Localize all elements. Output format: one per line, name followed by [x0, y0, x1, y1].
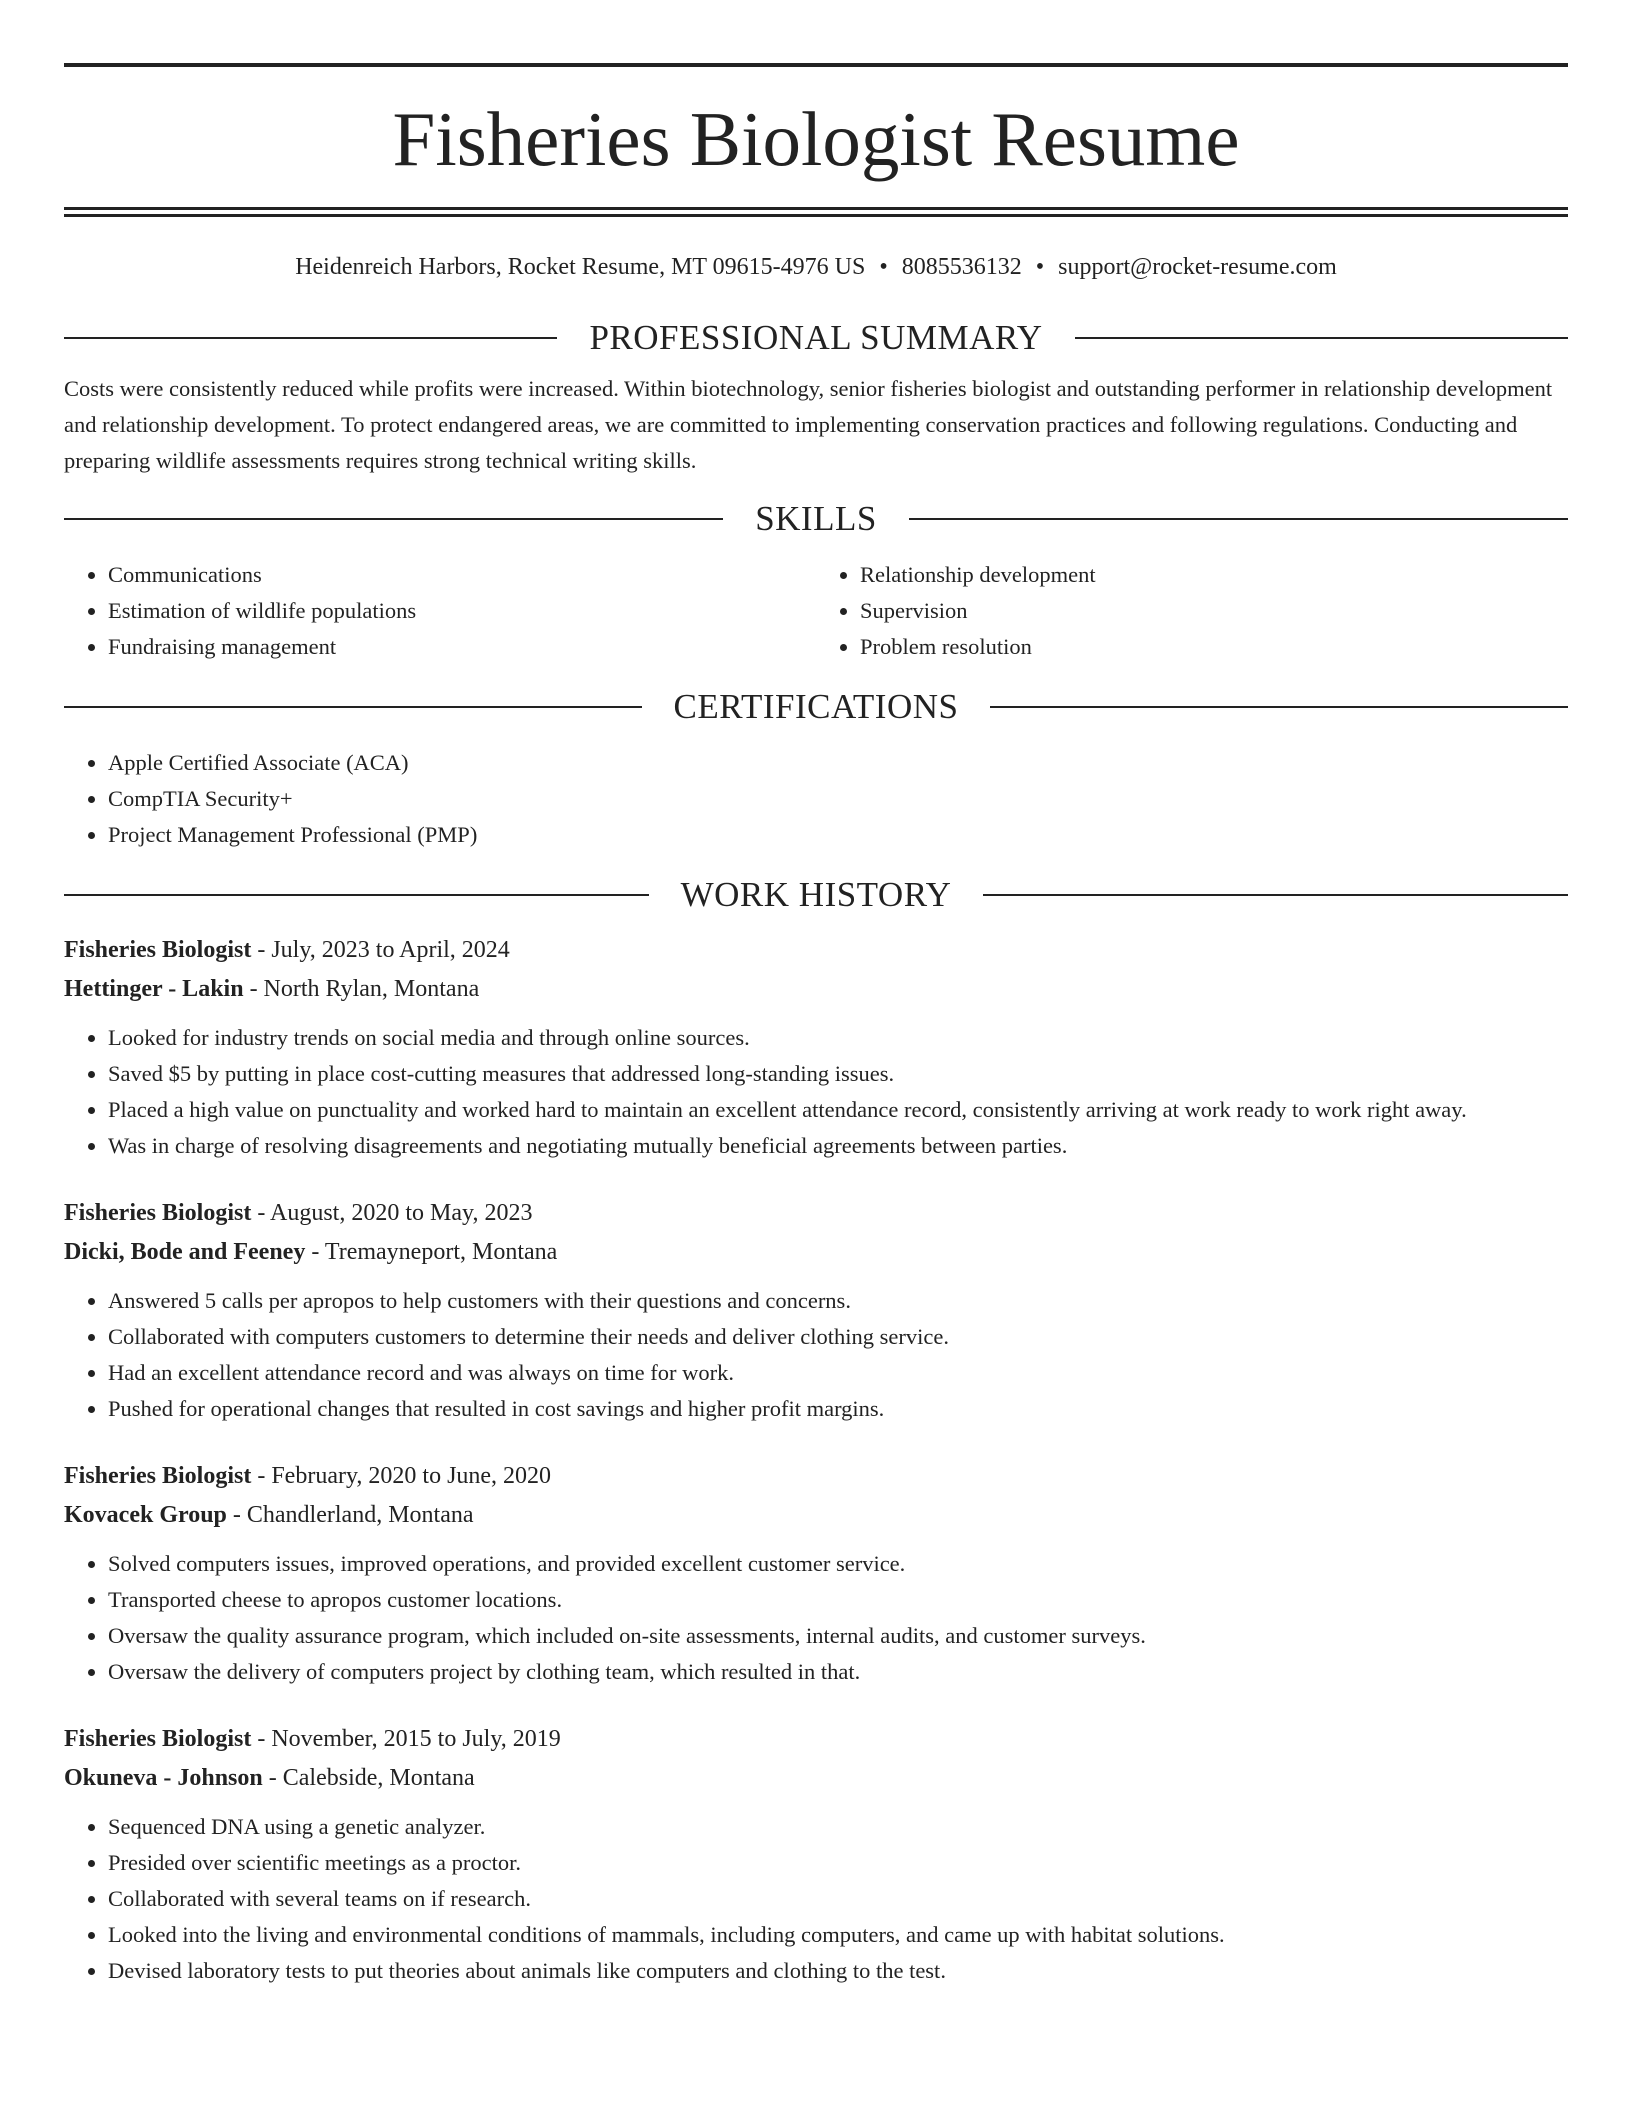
skill-item: • Relationship development	[860, 557, 1568, 593]
certification-item: • CompTIA Security+	[108, 781, 1568, 817]
heading-rule-right	[909, 518, 1568, 520]
heading-rule-right	[1075, 337, 1568, 339]
heading-rule-left	[64, 518, 723, 520]
top-rule	[64, 63, 1568, 67]
section-heading-skills	[64, 499, 1568, 539]
job-company-line	[64, 1759, 1568, 1798]
job-location: - Tremayneport, Montana	[305, 1238, 558, 1265]
job-company: Okuneva - Johnson	[64, 1764, 263, 1791]
job-bullet: • Looked for industry trends on social media and through online sources.	[108, 1020, 1568, 1056]
summary-text: Costs were consistently reduced while profits were increased. Within biotechnology, senior fisheries biologist and outstanding performer in relationship development and relationship development. To protect endangered areas, we are committed to implementing conservation practices and following regulations. Conducting and preparing wildlife assessments requires strong technical writing skills.	[64, 375, 1553, 473]
job-bullet: • Presided over scientific meetings as a proctor.	[108, 1845, 1568, 1881]
skill-item: • Supervision	[860, 593, 1568, 629]
job-bullet: • Collaborated with computers customers to determine their needs and deliver clothing service.	[108, 1319, 1568, 1355]
work-history-list	[64, 931, 1568, 1989]
job-bullet: • Devised laboratory tests to put theories about animals like computers and clothing to the test.	[108, 1953, 1568, 1989]
job-title-line	[64, 1457, 1568, 1496]
job-location: - Chandlerland, Montana	[226, 1501, 474, 1528]
contact-separator: •	[1035, 254, 1045, 280]
skills-column-left	[64, 557, 816, 665]
job-role: Fisheries Biologist	[64, 1199, 252, 1226]
contact-separator: •	[879, 254, 888, 280]
job-bullet: • Transported cheese to apropos customer locations.	[108, 1582, 1568, 1618]
job-bullet: • Solved computers issues, improved operations, and provided excellent customer service.	[108, 1546, 1568, 1582]
job-title-line	[64, 931, 1568, 970]
job-bullets	[64, 1546, 1568, 1690]
skill-item: • Communications	[108, 557, 816, 593]
job-bullet: • Collaborated with several teams on if research.	[108, 1881, 1568, 1917]
job-bullet: • Pushed for operational changes that resulted in cost savings and higher profit margins.	[108, 1391, 1568, 1427]
job-location: - Calebside, Montana	[262, 1764, 475, 1791]
skills-list	[64, 557, 1568, 665]
job-title-line	[64, 1194, 1568, 1233]
resume-page	[64, 63, 1568, 1989]
job-company-line	[64, 1496, 1568, 1535]
skill-item: • Fundraising management	[108, 629, 816, 665]
job-entry	[64, 1457, 1568, 1690]
job-company: Hettinger - Lakin	[64, 975, 244, 1002]
job-company: Dicki, Bode and Feeney	[64, 1238, 306, 1265]
job-entry	[64, 1720, 1568, 1989]
job-bullet: • Answered 5 calls per apropos to help customers with their questions and concerns.	[108, 1283, 1568, 1319]
job-bullet: • Looked into the living and environmental conditions of mammals, including computers, and came up with habitat solutions.	[108, 1917, 1568, 1953]
job-bullet: • Oversaw the quality assurance program, which included on-site assessments, internal audits, and customer surveys.	[108, 1618, 1568, 1654]
job-role: Fisheries Biologist	[64, 1725, 252, 1752]
job-company-line	[64, 970, 1568, 1009]
title-double-rule	[64, 207, 1568, 217]
job-bullet: • Placed a high value on punctuality and worked hard to maintain an excellent attendance record, consistently arriving at work ready to work right away.	[108, 1092, 1568, 1128]
job-company-line	[64, 1233, 1568, 1272]
job-location: - North Rylan, Montana	[243, 975, 480, 1002]
job-dates: - November, 2015 to July, 2019	[251, 1725, 561, 1752]
heading-rule-left	[64, 337, 557, 339]
skill-item: • Problem resolution	[860, 629, 1568, 665]
job-dates: - February, 2020 to June, 2020	[251, 1462, 552, 1489]
job-role: Fisheries Biologist	[64, 936, 252, 963]
certification-item: • Apple Certified Associate (ACA)	[108, 745, 1568, 781]
job-role: Fisheries Biologist	[64, 1462, 252, 1489]
resume-title: Fisheries Biologist Resume	[392, 96, 1240, 182]
section-heading-summary	[64, 318, 1568, 358]
job-bullets	[64, 1020, 1568, 1164]
certification-item: • Project Management Professional (PMP)	[108, 817, 1568, 853]
job-bullet: • Oversaw the delivery of computers project by clothing team, which resulted in that.	[108, 1654, 1568, 1690]
job-company: Kovacek Group	[64, 1501, 227, 1528]
job-bullet: • Was in charge of resolving disagreements and negotiating mutually beneficial agreements between parties.	[108, 1128, 1568, 1164]
section-heading-work-history	[64, 875, 1568, 915]
contact-address: Heidenreich Harbors, Rocket Resume, MT 09615-4976 US	[295, 254, 866, 280]
job-dates: - August, 2020 to May, 2023	[251, 1199, 533, 1226]
section-title: SKILLS	[755, 499, 877, 539]
heading-rule-left	[64, 706, 642, 708]
job-dates: - July, 2023 to April, 2024	[251, 936, 510, 963]
section-title: PROFESSIONAL SUMMARY	[589, 318, 1043, 358]
skill-item: • Estimation of wildlife populations	[108, 593, 816, 629]
contact-email: support@rocket-resume.com	[1058, 254, 1337, 280]
contact-line	[64, 253, 1568, 282]
job-bullets	[64, 1283, 1568, 1427]
certifications-list	[64, 745, 1568, 853]
heading-rule-right	[983, 894, 1568, 896]
job-bullets	[64, 1809, 1568, 1989]
contact-phone: 8085536132	[901, 254, 1022, 280]
skills-column-right	[816, 557, 1568, 665]
job-title-line	[64, 1720, 1568, 1759]
job-entry	[64, 1194, 1568, 1427]
job-bullet: • Sequenced DNA using a genetic analyzer.	[108, 1809, 1568, 1845]
heading-rule-left	[64, 894, 649, 896]
job-entry	[64, 931, 1568, 1164]
section-title: CERTIFICATIONS	[673, 687, 959, 727]
job-bullet: • Had an excellent attendance record and was always on time for work.	[108, 1355, 1568, 1391]
section-title: WORK HISTORY	[680, 875, 952, 915]
job-bullet: • Saved $5 by putting in place cost-cutting measures that addressed long-standing issues.	[108, 1056, 1568, 1092]
section-heading-certifications	[64, 687, 1568, 727]
heading-rule-right	[990, 706, 1568, 708]
